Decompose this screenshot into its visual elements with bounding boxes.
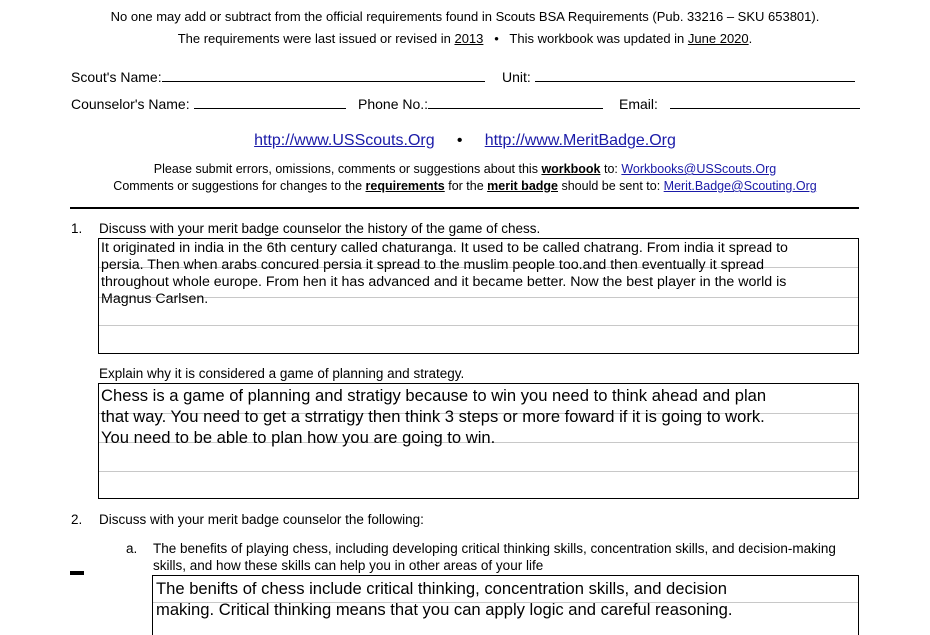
meritbadge-link[interactable]: http://www.MeritBadge.Org [484, 132, 676, 149]
req2-number: 2. [71, 512, 83, 527]
counselor-name-field[interactable]: Counselor's Name: [71, 95, 346, 112]
workbooks-email-link[interactable]: Workbooks@USScouts.Org [621, 162, 777, 176]
req1-sub-answer-text: Chess is a game of planning and stratigy because to win you need to think ahead and plan that way. You need to get a strratigy then think 3 steps or more foward if it is going to work. You need to be able to plan how you are going to win. [101, 386, 767, 447]
margin-dash-mark [70, 571, 84, 575]
header-line-1: No one may add or subtract from the official requirements found in Scouts BSA Requirements (Pub. 33216 – SKU 653801). [110, 9, 820, 24]
req2a-answer-box[interactable] [152, 575, 859, 635]
meritbadge-email-link[interactable]: Merit.Badge@Scouting.Org [663, 179, 817, 193]
req2a-text-2: skills, and how these skills can help you in other areas of your life [153, 558, 544, 573]
website-links: http://www.USScouts.Org • http://www.MeritBadge.Org [254, 132, 676, 149]
req2a-letter: a. [126, 541, 138, 556]
req1-answer-text: It originated in india in the 6th century called chaturanga. It used to be called chatrang. From india it spread to persia. Then when arabs concured persia it spread to the muslim people too.and then eventually it spread throughout whole europe. From hen it has advanced and it became better. Now the best player in the world is Magnus Carlsen. [101, 240, 788, 307]
req2a-text-1: The benefits of playing chess, including developing critical thinking skills, concentration skills, and decision-making [153, 541, 836, 556]
usscouts-link[interactable]: http://www.USScouts.Org [254, 132, 435, 149]
update-date: June 2020 [687, 31, 749, 46]
header-line-2: The requirements were last issued or revised in 2013 • This workbook was updated in June 2020. [177, 31, 753, 46]
phone-field[interactable]: Phone No.: [358, 95, 603, 112]
revision-year: 2013 [454, 31, 484, 46]
req2-text: Discuss with your merit badge counselor the following: [99, 512, 424, 527]
req1-sub-prompt: Explain why it is considered a game of planning and strategy. [99, 366, 465, 381]
req1-sub-answer-box[interactable] [98, 383, 859, 499]
unit-field[interactable]: Unit: [502, 68, 855, 85]
scout-name-field[interactable]: Scout's Name: [71, 68, 485, 85]
submit-note-2: Comments or suggestions for changes to the requirements for the merit badge should be sent to: Merit.Badge@Scouting.Org [113, 179, 817, 193]
submit-note-1: Please submit errors, omissions, comments or suggestions about this workbook to: Workbooks@USScouts.Org [153, 162, 777, 176]
req1-number: 1. [71, 221, 83, 236]
req1-text: Discuss with your merit badge counselor the history of the game of chess. [99, 221, 541, 236]
email-field[interactable]: Email: [619, 95, 860, 112]
section-divider [70, 207, 859, 209]
req1-answer-box[interactable] [98, 238, 859, 354]
req2a-answer-text: The benifts of chess include critical thinking, concentration skills, and decision making. Critical thinking means that you can apply logic and careful reasoning. [156, 579, 733, 619]
